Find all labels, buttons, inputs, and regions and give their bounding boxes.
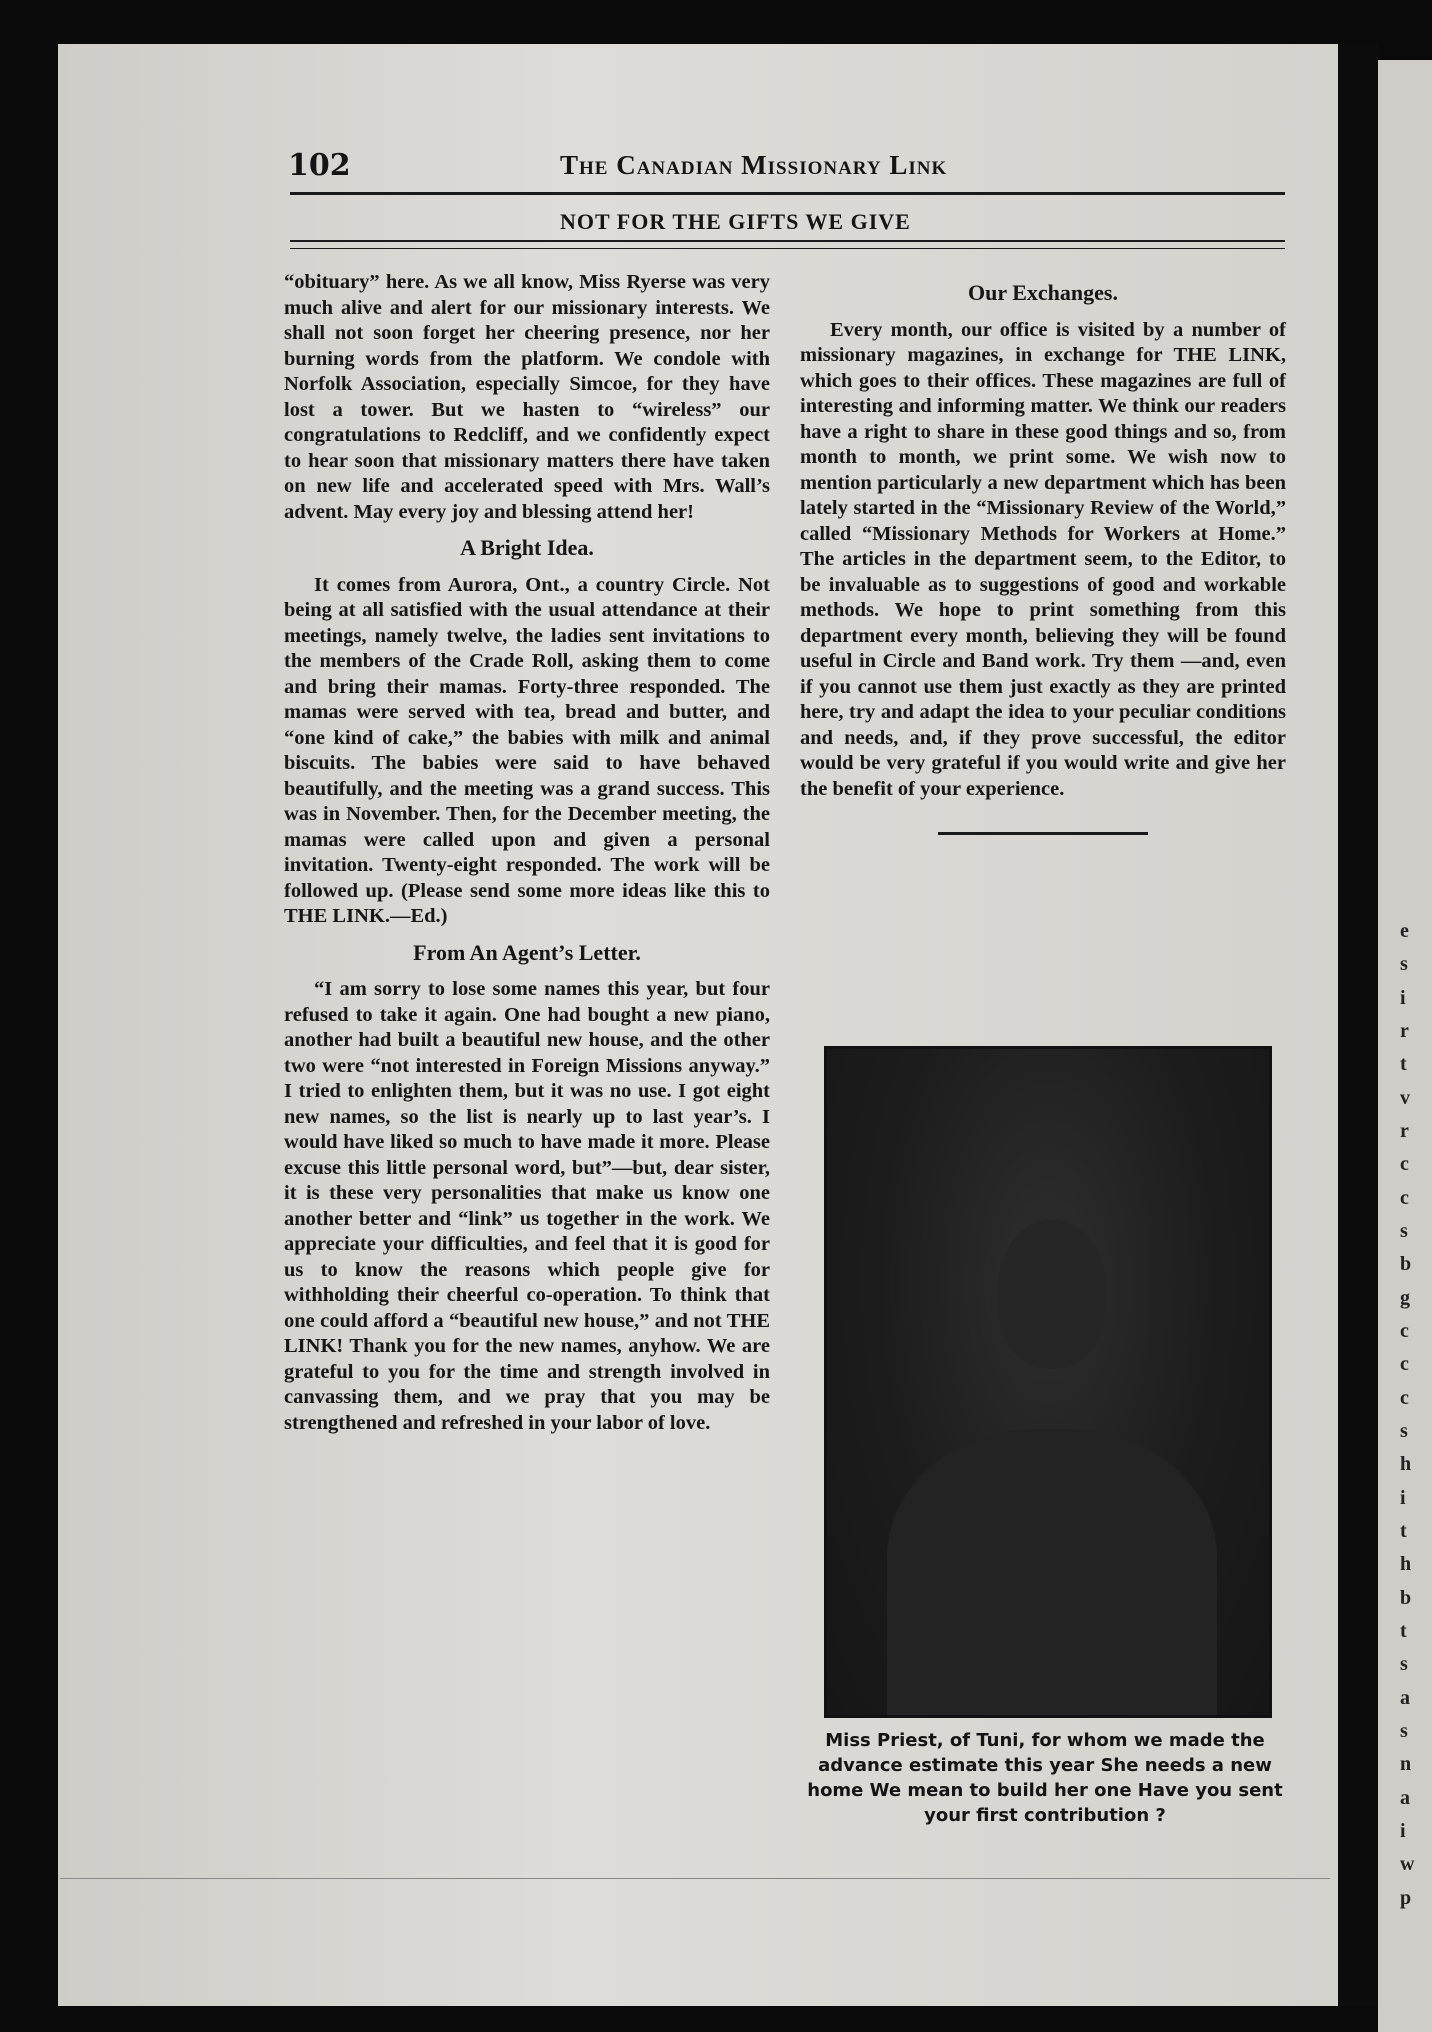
- right-column: [800, 280, 1286, 835]
- adjacent-page-fragment: g: [1400, 1286, 1410, 1309]
- exchanges-body: Every month, our office is visited by a number of missionary magazines, in exchange for THE LINK, which goes to their offices. These magazines are full of interesting and informing matter. We think our readers have a right to share in these good things and so, from month to month, we print some. We wish now to mention particularly a new department which has been lately started in the “Missionary Review of the World,” called “Missionary Methods for Workers at Home.” The articles in the department seem, to the Editor, to be invaluable as to suggestions of good and workable methods. We hope to print something from this department every month, believing they will be found useful in Circle and Band work. Try them —and, even if you cannot use them just exactly as they are printed here, try and adapt the idea to your peculiar conditions and needs, and, if they prove successful, the editor would be very grateful if you would write and give her the benefit of your experience.: [800, 318, 1286, 800]
- adjacent-page-fragment: w: [1400, 1853, 1415, 1876]
- section-banner: NOT FOR THE GIFTS WE GIVE: [560, 209, 911, 234]
- adjacent-page-edge: [1378, 60, 1432, 2032]
- left-column: [284, 270, 770, 1436]
- adjacent-page-fragment: v: [1400, 1086, 1410, 1109]
- photo-caption: Miss Priest, of Tuni, for whom we made the advance estimate this year She needs a new home We mean to build her one Have you sent your first contribution ?: [807, 1730, 1283, 1826]
- adjacent-page-fragment: e: [1400, 920, 1409, 942]
- banner-rule-lower: [290, 248, 1285, 249]
- adjacent-page-fragment: t: [1400, 1520, 1407, 1542]
- adjacent-page-fragment: i: [1400, 1820, 1406, 1842]
- adjacent-page-fragment: r: [1400, 1120, 1409, 1142]
- adjacent-page-fragment: p: [1400, 1886, 1412, 1909]
- adjacent-page-fragment: c: [1400, 1320, 1409, 1342]
- agents-letter-body: “I am sorry to lose some names this year, but four refused to take it again. One had bought a new piano, another had built a beautiful new house, and the other two were “not interested in Foreign Missions anyway.” I tried to enlighten them, but it was no use. I got eight new names, so the list is nearly up to last year’s. I would have liked so much to have made it more. Please excuse this little personal word, but”—but, dear sister, it is these very personalities that make us know one another better and “link” us together in the work. We appreciate your difficulties, and feel that it is good for us to know the reasons which people give for withholding their cheerful co-operation. To think that one could afford a “beautiful new house,” and not THE LINK! Thank you for the new names, anyhow. We are grateful to you for the time and strength involved in canvassing them, and we pray that you may be strengthened and refreshed in your labor of love.: [284, 978, 770, 1434]
- adjacent-page-fragment: c: [1400, 1186, 1409, 1209]
- adjacent-page-fragment: c: [1400, 1353, 1409, 1376]
- adjacent-page-fragment: s: [1400, 953, 1408, 976]
- adjacent-page-fragment: s: [1400, 1720, 1408, 1742]
- page-number: 102: [288, 148, 351, 183]
- adjacent-page-fragment: b: [1400, 1586, 1412, 1609]
- obituary-paragraph: “obituary” here. As we all know, Miss Ryerse was very much alive and alert for our missionary interests. We shall not soon forget her cheering presence, nor her burning words from the platform. We condole with Norfolk Association, especially Simcoe, for they have lost a tower. But we hasten to “wireless” our congratulations to Redcliff, and we confidently expect to hear soon that missionary matters there have taken on new life and accelerated speed with Mrs. Wall’s advent. May every joy and blessing attend her!: [284, 271, 770, 523]
- adjacent-page-fragment: a: [1400, 1786, 1410, 1809]
- adjacent-page-fragment: t: [1400, 1053, 1407, 1076]
- bright-idea-body: It comes from Aurora, Ont., a country Circle. Not being at all satisfied with the usual attendance at their meetings, namely twelve, the ladies sent invitations to the members of the Crade Roll, asking them to come and bring their mamas. Forty-three responded. The mamas were served with tea, bread and butter, and “one kind of cake,” the babies with milk and animal biscuits. The babies were said to have behaved beautifully, and the meeting was a grand success. This was in November. Then, for the December meeting, the mamas were called upon and given a personal invitation. Twenty-eight responded. The work will be followed up. (Please send some more ideas like this to THE LINK.—Ed.): [284, 573, 770, 927]
- agents-letter-heading: From An Agent’s Letter.: [413, 939, 641, 965]
- bright-idea-heading: A Bright Idea.: [460, 535, 594, 560]
- adjacent-page-fragment: h: [1400, 1453, 1412, 1476]
- adjacent-page-fragment: b: [1400, 1253, 1412, 1276]
- adjacent-page-fragment: t: [1400, 1620, 1407, 1642]
- portrait-photo: [824, 1046, 1272, 1718]
- adjacent-page-fragment: r: [1400, 1020, 1409, 1042]
- adjacent-page-fragment: c: [1400, 1153, 1409, 1176]
- bottom-rule: [60, 1878, 1330, 1879]
- portrait-head: [997, 1219, 1107, 1369]
- section-separator: [938, 832, 1148, 835]
- adjacent-page-fragment: s: [1400, 1420, 1408, 1442]
- header-rule: [290, 192, 1285, 195]
- portrait-shoulders: [887, 1429, 1217, 1715]
- adjacent-page-fragment: n: [1400, 1753, 1412, 1776]
- running-head: The Canadian Missionary Link: [560, 150, 948, 180]
- adjacent-page-fragment: i: [1400, 1486, 1406, 1509]
- adjacent-page-fragment: c: [1400, 1386, 1409, 1409]
- adjacent-page-fragment: s: [1400, 1653, 1408, 1676]
- page-gutter: [1338, 44, 1378, 2006]
- adjacent-page-fragment: i: [1400, 986, 1406, 1009]
- adjacent-page-fragment: h: [1400, 1553, 1412, 1576]
- exchanges-heading: Our Exchanges.: [968, 280, 1118, 305]
- banner-rule: [290, 240, 1285, 242]
- adjacent-page-fragment: s: [1400, 1220, 1408, 1242]
- adjacent-page-fragment: a: [1400, 1686, 1410, 1709]
